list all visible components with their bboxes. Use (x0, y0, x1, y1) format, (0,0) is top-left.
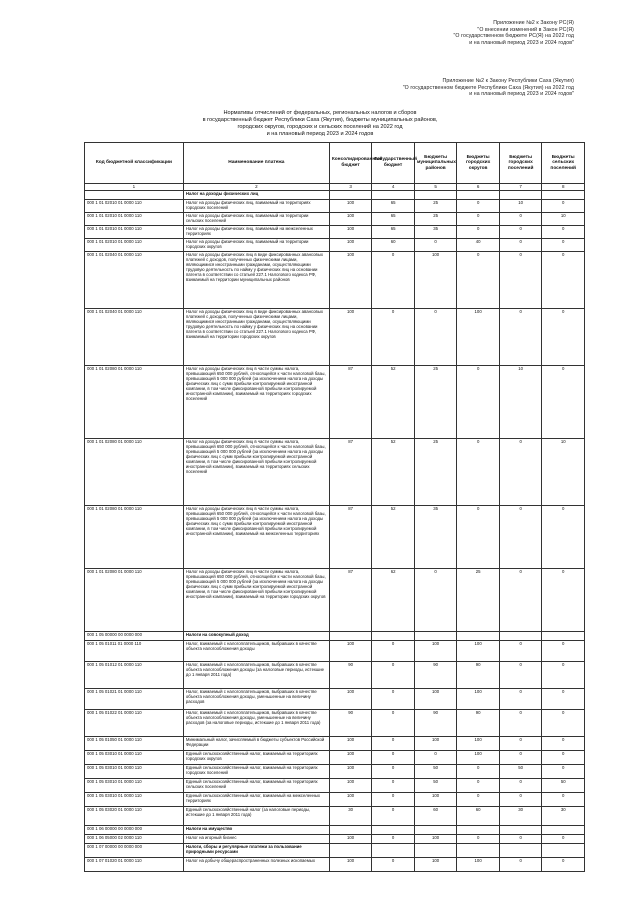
budget-code-cell: 000 1 01 02010 01 0000 110 (85, 239, 184, 252)
table-row (85, 807, 585, 826)
municipal-districts-value-cell: 100 (414, 252, 457, 309)
payment-name-cell: Налоги, сборы и регулярные платежи за пользование природными ресурсами (183, 844, 329, 858)
payment-name-cell: Налоги на имущество (183, 826, 329, 835)
consolidated-value-cell: 100 (329, 779, 372, 793)
appendix-line: "О внесении изменений в Закон РС(Я) (477, 26, 574, 33)
column-number: 1 (85, 184, 184, 191)
consolidated-value-cell: 87 (329, 439, 372, 506)
urban-settlements-value-cell (499, 632, 542, 641)
rates-table-container (84, 142, 585, 872)
consolidated-value-cell: 100 (329, 751, 372, 765)
rural-settlements-value-cell (542, 191, 585, 200)
budget-code-cell: 000 1 05 01012 01 0000 110 (85, 662, 184, 689)
rural-settlements-value-cell: 0 (542, 309, 585, 366)
consolidated-value-cell: 87 (329, 569, 372, 632)
state-value-cell: 0 (372, 252, 415, 309)
city-districts-value-cell: 0 (457, 765, 500, 779)
city-districts-value-cell: 0 (457, 366, 500, 439)
urban-settlements-value-cell: 0 (499, 710, 542, 737)
city-districts-value-cell (457, 826, 500, 835)
urban-settlements-value-cell: 0 (499, 641, 542, 662)
table-row (85, 239, 585, 252)
table-row (85, 779, 585, 793)
payment-name-cell: Налог на доходы физических лиц, взимаемый на территории городских округов (183, 239, 329, 252)
budget-code-cell: 000 1 01 02010 01 0000 110 (85, 200, 184, 213)
budget-code-cell: 000 1 05 01021 01 0000 110 (85, 689, 184, 710)
table-header-row (85, 143, 585, 184)
municipal-districts-value-cell: 35 (414, 226, 457, 239)
urban-settlements-value-cell: 0 (499, 506, 542, 569)
state-value-cell: 0 (372, 689, 415, 710)
city-districts-value-cell: 0 (457, 779, 500, 793)
column-header-consolidated: Консолидированный бюджет (329, 143, 372, 184)
budget-code-cell: 000 1 05 03010 01 0000 110 (85, 751, 184, 765)
consolidated-value-cell: 100 (329, 200, 372, 213)
payment-name-cell: Налоги на совокупный доход (183, 632, 329, 641)
rural-settlements-value-cell: 0 (542, 710, 585, 737)
municipal-districts-value-cell: 25 (414, 200, 457, 213)
state-value-cell: 0 (372, 793, 415, 807)
urban-settlements-value-cell (499, 191, 542, 200)
payment-name-cell: Налог, взимаемый с налогоплательщиков, выбравших в качестве объекта налогообложения доходы (183, 641, 329, 662)
municipal-districts-value-cell: 50 (414, 779, 457, 793)
payment-name-cell: Налог на доходы физических лиц в виде фиксированных авансовых платежей с доходов, полученных физическими лицами, являющимися иностранными гражданами, осуществляющими трудовую деятельность по найму у физических лиц на основании патента в соответствии со статьей 227.1 Налогового кодекса РФ, взимаемый на территории муниципальных районов (183, 252, 329, 309)
municipal-districts-value-cell (414, 844, 457, 858)
urban-settlements-value-cell: 0 (499, 252, 542, 309)
table-row (85, 662, 585, 689)
city-districts-value-cell: 0 (457, 835, 500, 844)
table-row (85, 710, 585, 737)
urban-settlements-value-cell: 10 (499, 200, 542, 213)
urban-settlements-value-cell: 0 (499, 213, 542, 226)
rural-settlements-value-cell: 0 (542, 252, 585, 309)
payment-name-cell: Налог на добычу общераспространенных полезных ископаемых (183, 858, 329, 872)
table-row (85, 737, 585, 751)
state-value-cell (372, 632, 415, 641)
urban-settlements-value-cell: 0 (499, 737, 542, 751)
municipal-districts-value-cell: 100 (414, 793, 457, 807)
municipal-districts-value-cell: 60 (414, 807, 457, 826)
budget-code-cell: 000 1 01 02010 01 0000 110 (85, 226, 184, 239)
consolidated-value-cell: 87 (329, 366, 372, 439)
rural-settlements-value-cell: 10 (542, 439, 585, 506)
urban-settlements-value-cell: 0 (499, 751, 542, 765)
rural-settlements-value-cell: 30 (542, 807, 585, 826)
rural-settlements-value-cell: 0 (542, 641, 585, 662)
payment-name-cell: Налог, взимаемый с налогоплательщиков, выбравших в качестве объекта налогообложения доходы (за налоговые периоды, истекшие до 1 января 2011 года) (183, 662, 329, 689)
city-districts-value-cell: 100 (457, 689, 500, 710)
state-value-cell: 52 (372, 439, 415, 506)
budget-code-cell: 000 1 01 02080 01 0000 110 (85, 569, 184, 632)
payment-name-cell: Налог на доходы физических лиц, взимаемый на территории сельских поселений (183, 213, 329, 226)
rural-settlements-value-cell: 0 (542, 200, 585, 213)
appendix-header-amendment (453, 20, 574, 46)
urban-settlements-value-cell: 10 (499, 366, 542, 439)
table-row (85, 751, 585, 765)
table-row (85, 835, 585, 844)
rural-settlements-value-cell: 0 (542, 366, 585, 439)
state-value-cell: 0 (372, 858, 415, 872)
municipal-districts-value-cell: 90 (414, 710, 457, 737)
rural-settlements-value-cell: 0 (542, 858, 585, 872)
table-row (85, 252, 585, 309)
city-districts-value-cell: 100 (457, 309, 500, 366)
municipal-districts-value-cell: 0 (414, 751, 457, 765)
state-value-cell: 0 (372, 835, 415, 844)
appendix-header-law (403, 78, 574, 98)
urban-settlements-value-cell: 0 (499, 689, 542, 710)
consolidated-value-cell: 100 (329, 793, 372, 807)
table-section-row (85, 191, 585, 200)
payment-name-cell: Налог на доходы физических лиц в части суммы налога, превышающей 650 000 рублей, относящейся к части налоговой базы, превышающей 5 000 000 рублей (за исключением налога на доходы физических лиц с сумм прибыли контролируемой иностранной компании, в том числе фиксированной прибыли контролируемой иностранной компании), взимаемый на территории городских округов (183, 569, 329, 632)
city-districts-value-cell: 40 (457, 239, 500, 252)
municipal-districts-value-cell (414, 826, 457, 835)
title-line: и на плановый период 2023 и 2024 годов (266, 130, 374, 137)
table-row (85, 641, 585, 662)
payment-name-cell: Единый сельскохозяйственный налог (за налоговые периоды, истекшие до 1 января 2011 года) (183, 807, 329, 826)
rural-settlements-value-cell: 50 (542, 779, 585, 793)
budget-code-cell: 000 1 05 01011 01 0000 110 (85, 641, 184, 662)
rural-settlements-value-cell: 0 (542, 751, 585, 765)
urban-settlements-value-cell: 0 (499, 835, 542, 844)
urban-settlements-value-cell: 0 (499, 439, 542, 506)
payment-name-cell: Налог на доходы физических лиц, взимаемый на межселенных территориях (183, 226, 329, 239)
table-section-row (85, 844, 585, 858)
municipal-districts-value-cell: 0 (414, 239, 457, 252)
urban-settlements-value-cell: 0 (499, 226, 542, 239)
rural-settlements-value-cell: 0 (542, 689, 585, 710)
state-value-cell (372, 826, 415, 835)
urban-settlements-value-cell: 0 (499, 793, 542, 807)
consolidated-value-cell (329, 191, 372, 200)
rural-settlements-value-cell: 10 (542, 213, 585, 226)
budget-code-cell: 000 1 06 05000 02 0000 110 (85, 835, 184, 844)
consolidated-value-cell: 100 (329, 309, 372, 366)
budget-code-cell: 000 1 06 00000 00 0000 000 (85, 826, 184, 835)
column-number: 2 (183, 184, 329, 191)
table-row (85, 765, 585, 779)
consolidated-value-cell: 100 (329, 239, 372, 252)
rural-settlements-value-cell: 0 (542, 793, 585, 807)
payment-name-cell: Минимальный налог, зачисляемый в бюджеты субъектов Российской Федерации (183, 737, 329, 751)
consolidated-value-cell: 100 (329, 689, 372, 710)
budget-code-cell: 000 1 01 02080 01 0000 110 (85, 506, 184, 569)
column-number: 8 (542, 184, 585, 191)
payment-name-cell: Налог на доходы физических лиц в части суммы налога, превышающей 650 000 рублей, относящейся к части налоговой базы, превышающей 5 000 000 рублей (за исключением налога на доходы физических лиц с сумм прибыли контролируемой иностранной компании, в том числе фиксированной прибыли контролируемой иностранной компании), взимаемый на территориях сельских поселений (183, 439, 329, 506)
title-line: городских округов, городских и сельских поселений на 2022 год (237, 123, 403, 130)
rural-settlements-value-cell (542, 844, 585, 858)
municipal-districts-value-cell (414, 632, 457, 641)
consolidated-value-cell: 100 (329, 213, 372, 226)
state-value-cell: 52 (372, 366, 415, 439)
payment-name-cell: Налог на доходы физических лиц в части суммы налога, превышающей 650 000 рублей, относящейся к части налоговой базы, превышающей 5 000 000 рублей (за исключением налога на доходы физических лиц с сумм прибыли контролируемой иностранной компании, в том числе фиксированной прибыли контролируемой иностранной компании), взимаемый на территориях городских поселений (183, 366, 329, 439)
urban-settlements-value-cell: 0 (499, 779, 542, 793)
consolidated-value-cell: 100 (329, 641, 372, 662)
city-districts-value-cell: 0 (457, 439, 500, 506)
city-districts-value-cell: 100 (457, 858, 500, 872)
payment-name-cell: Единый сельскохозяйственный налог, взимаемый на территориях городских округов (183, 751, 329, 765)
consolidated-value-cell (329, 632, 372, 641)
urban-settlements-value-cell: 0 (499, 858, 542, 872)
consolidated-value-cell: 100 (329, 737, 372, 751)
table-row (85, 200, 585, 213)
consolidated-value-cell (329, 826, 372, 835)
state-value-cell: 0 (372, 737, 415, 751)
rural-settlements-value-cell: 0 (542, 737, 585, 751)
state-value-cell: 65 (372, 226, 415, 239)
state-value-cell: 65 (372, 213, 415, 226)
city-districts-value-cell: 0 (457, 226, 500, 239)
consolidated-value-cell: 30 (329, 807, 372, 826)
budget-code-cell: 000 1 05 03020 01 0000 110 (85, 807, 184, 826)
municipal-districts-value-cell: 0 (414, 569, 457, 632)
city-districts-value-cell: 25 (457, 569, 500, 632)
municipal-districts-value-cell: 25 (414, 366, 457, 439)
table-row (85, 569, 585, 632)
urban-settlements-value-cell: 50 (499, 765, 542, 779)
state-value-cell (372, 844, 415, 858)
state-value-cell: 0 (372, 751, 415, 765)
municipal-districts-value-cell: 100 (414, 858, 457, 872)
city-districts-value-cell: 0 (457, 252, 500, 309)
column-header-municipal-districts: Бюджеты муниципальных районов (414, 143, 457, 184)
city-districts-value-cell: 100 (457, 641, 500, 662)
budget-code-cell: 000 1 01 02040 01 0000 110 (85, 309, 184, 366)
table-section-row (85, 826, 585, 835)
city-districts-value-cell: 0 (457, 793, 500, 807)
appendix-line: и на плановый период 2023 и 2024 годов" (469, 39, 574, 46)
column-number: 3 (329, 184, 372, 191)
table-row (85, 309, 585, 366)
column-header-city-districts: Бюджеты городских округов (457, 143, 500, 184)
city-districts-value-cell: 100 (457, 751, 500, 765)
state-value-cell: 0 (372, 779, 415, 793)
table-section-row (85, 632, 585, 641)
urban-settlements-value-cell: 0 (499, 569, 542, 632)
city-districts-value-cell: 90 (457, 710, 500, 737)
municipal-districts-value-cell: 25 (414, 439, 457, 506)
urban-settlements-value-cell: 0 (499, 309, 542, 366)
consolidated-value-cell: 100 (329, 835, 372, 844)
rural-settlements-value-cell: 0 (542, 226, 585, 239)
table-row (85, 439, 585, 506)
city-districts-value-cell: 100 (457, 737, 500, 751)
rural-settlements-value-cell: 0 (542, 569, 585, 632)
column-number: 6 (457, 184, 500, 191)
budget-code-cell: 000 1 05 01022 01 0000 110 (85, 710, 184, 737)
municipal-districts-value-cell: 100 (414, 689, 457, 710)
budget-code-cell: 000 1 05 03010 01 0000 110 (85, 779, 184, 793)
budget-code-cell: 000 1 01 02080 01 0000 110 (85, 439, 184, 506)
urban-settlements-value-cell (499, 844, 542, 858)
consolidated-value-cell: 100 (329, 858, 372, 872)
table-row (85, 858, 585, 872)
budget-code-cell: 000 1 07 00000 00 0000 000 (85, 844, 184, 858)
state-value-cell: 65 (372, 200, 415, 213)
payment-name-cell: Налог на доходы физических лиц, взимаемый на территориях городских поселений (183, 200, 329, 213)
state-value-cell: 0 (372, 765, 415, 779)
state-value-cell: 0 (372, 662, 415, 689)
table-row (85, 506, 585, 569)
budget-code-cell: 000 1 07 01020 01 0000 110 (85, 858, 184, 872)
rural-settlements-value-cell: 0 (542, 662, 585, 689)
table-row (85, 689, 585, 710)
consolidated-value-cell: 90 (329, 710, 372, 737)
payment-name-cell: Налог на доходы физических лиц в части суммы налога, превышающей 650 000 рублей, относящейся к части налоговой базы, превышающей 5 000 000 рублей (за исключением налога на доходы физических лиц с сумм прибыли контролируемой иностранной компании, в том числе фиксированной прибыли контролируемой иностранной компании), взимаемый на межселенных территориях (183, 506, 329, 569)
payment-name-cell: Единый сельскохозяйственный налог, взимаемый на межселенных территориях (183, 793, 329, 807)
title-line: в государственный бюджет Республики Саха (Якутия), бюджеты муниципальных районов, (202, 116, 438, 123)
municipal-districts-value-cell: 35 (414, 506, 457, 569)
city-districts-value-cell (457, 191, 500, 200)
budget-code-cell (85, 191, 184, 200)
table-body (85, 191, 585, 872)
municipal-districts-value-cell (414, 191, 457, 200)
column-number: 5 (414, 184, 457, 191)
budget-code-cell: 000 1 01 02010 01 0000 110 (85, 213, 184, 226)
municipal-districts-value-cell: 50 (414, 765, 457, 779)
payment-name-cell: Налог на доходы физических лиц (183, 191, 329, 200)
state-value-cell: 0 (372, 641, 415, 662)
appendix-line: "О государственном бюджете РС(Я) на 2022 год (453, 33, 574, 39)
appendix-line: Приложение №2 к Закону РС(Я) (493, 20, 574, 26)
state-value-cell: 62 (372, 569, 415, 632)
table-row (85, 793, 585, 807)
consolidated-value-cell (329, 844, 372, 858)
payment-name-cell: Единый сельскохозяйственный налог, взимаемый на территориях сельских поселений (183, 779, 329, 793)
title-line: Нормативы отчислений от федеральных, региональных налогов и сборов (223, 110, 417, 116)
column-header-code: Код бюджетной классификации (85, 143, 184, 184)
rural-settlements-value-cell: 0 (542, 506, 585, 569)
urban-settlements-value-cell: 30 (499, 807, 542, 826)
city-districts-value-cell (457, 632, 500, 641)
municipal-districts-value-cell: 90 (414, 662, 457, 689)
payment-name-cell: Единый сельскохозяйственный налог, взимаемый на территориях городских поселений (183, 765, 329, 779)
budget-code-cell: 000 1 05 00000 00 0000 000 (85, 632, 184, 641)
urban-settlements-value-cell: 0 (499, 662, 542, 689)
payment-name-cell: Налог на доходы физических лиц в виде фиксированных авансовых платежей с доходов, полученных физическими лицами, являющимися иностранными гражданами, осуществляющими трудовую деятельность по найму у физических лиц на основании патента в соответствии со статьей 227.1 Налогового кодекса РФ, взимаемый на территории городских округов (183, 309, 329, 366)
document-title (190, 110, 450, 138)
payment-name-cell: Налог, взимаемый с налогоплательщиков, выбравших в качестве объекта налогообложения доходы, уменьшенные на величину расходов (183, 689, 329, 710)
state-value-cell: 0 (372, 710, 415, 737)
city-districts-value-cell: 0 (457, 200, 500, 213)
rural-settlements-value-cell: 0 (542, 239, 585, 252)
budget-code-cell: 000 1 05 03010 01 0000 110 (85, 765, 184, 779)
appendix-line: и на плановый период 2023 и 2024 годов" (469, 91, 574, 97)
column-header-state: Государственный бюджет (372, 143, 415, 184)
city-districts-value-cell: 60 (457, 807, 500, 826)
budget-code-cell: 000 1 01 02040 01 0000 110 (85, 252, 184, 309)
consolidated-value-cell: 90 (329, 662, 372, 689)
column-header-urban-settlements: Бюджеты городских поселений (499, 143, 542, 184)
rural-settlements-value-cell (542, 826, 585, 835)
municipal-districts-value-cell: 0 (414, 309, 457, 366)
urban-settlements-value-cell (499, 826, 542, 835)
rural-settlements-value-cell: 0 (542, 765, 585, 779)
city-districts-value-cell (457, 844, 500, 858)
payment-name-cell: Налог на игорный бизнес (183, 835, 329, 844)
consolidated-value-cell: 100 (329, 765, 372, 779)
rates-table (84, 142, 585, 872)
budget-code-cell: 000 1 01 02080 01 0000 110 (85, 366, 184, 439)
municipal-districts-value-cell: 100 (414, 737, 457, 751)
column-header-rural-settlements: Бюджеты сельских поселений (542, 143, 585, 184)
urban-settlements-value-cell: 0 (499, 239, 542, 252)
municipal-districts-value-cell: 25 (414, 213, 457, 226)
column-header-name: Наименование платежа (183, 143, 329, 184)
municipal-districts-value-cell: 100 (414, 835, 457, 844)
table-row (85, 226, 585, 239)
state-value-cell: 60 (372, 239, 415, 252)
city-districts-value-cell: 0 (457, 213, 500, 226)
payment-name-cell: Налог, взимаемый с налогоплательщиков, выбравших в качестве объекта налогообложения доходы, уменьшенные на величину расходов (за налоговые периоды, истекшие до 1 января 2011 года) (183, 710, 329, 737)
column-number-row (85, 184, 585, 191)
appendix-line: Приложение №2 к Закону Республики Саха (Якутия) (442, 78, 574, 84)
budget-code-cell: 000 1 05 03010 01 0000 110 (85, 793, 184, 807)
column-number: 7 (499, 184, 542, 191)
state-value-cell: 0 (372, 807, 415, 826)
column-number: 4 (372, 184, 415, 191)
municipal-districts-value-cell: 100 (414, 641, 457, 662)
rural-settlements-value-cell (542, 632, 585, 641)
state-value-cell: 52 (372, 506, 415, 569)
table-row (85, 213, 585, 226)
budget-code-cell: 000 1 05 01050 01 0000 110 (85, 737, 184, 751)
rural-settlements-value-cell: 0 (542, 835, 585, 844)
city-districts-value-cell: 0 (457, 506, 500, 569)
consolidated-value-cell: 100 (329, 226, 372, 239)
state-value-cell: 0 (372, 309, 415, 366)
state-value-cell (372, 191, 415, 200)
city-districts-value-cell: 90 (457, 662, 500, 689)
consolidated-value-cell: 100 (329, 252, 372, 309)
consolidated-value-cell: 87 (329, 506, 372, 569)
appendix-line: "О государственном бюджете Республики Саха (Якутия) на 2022 год (402, 84, 574, 91)
table-row (85, 366, 585, 439)
